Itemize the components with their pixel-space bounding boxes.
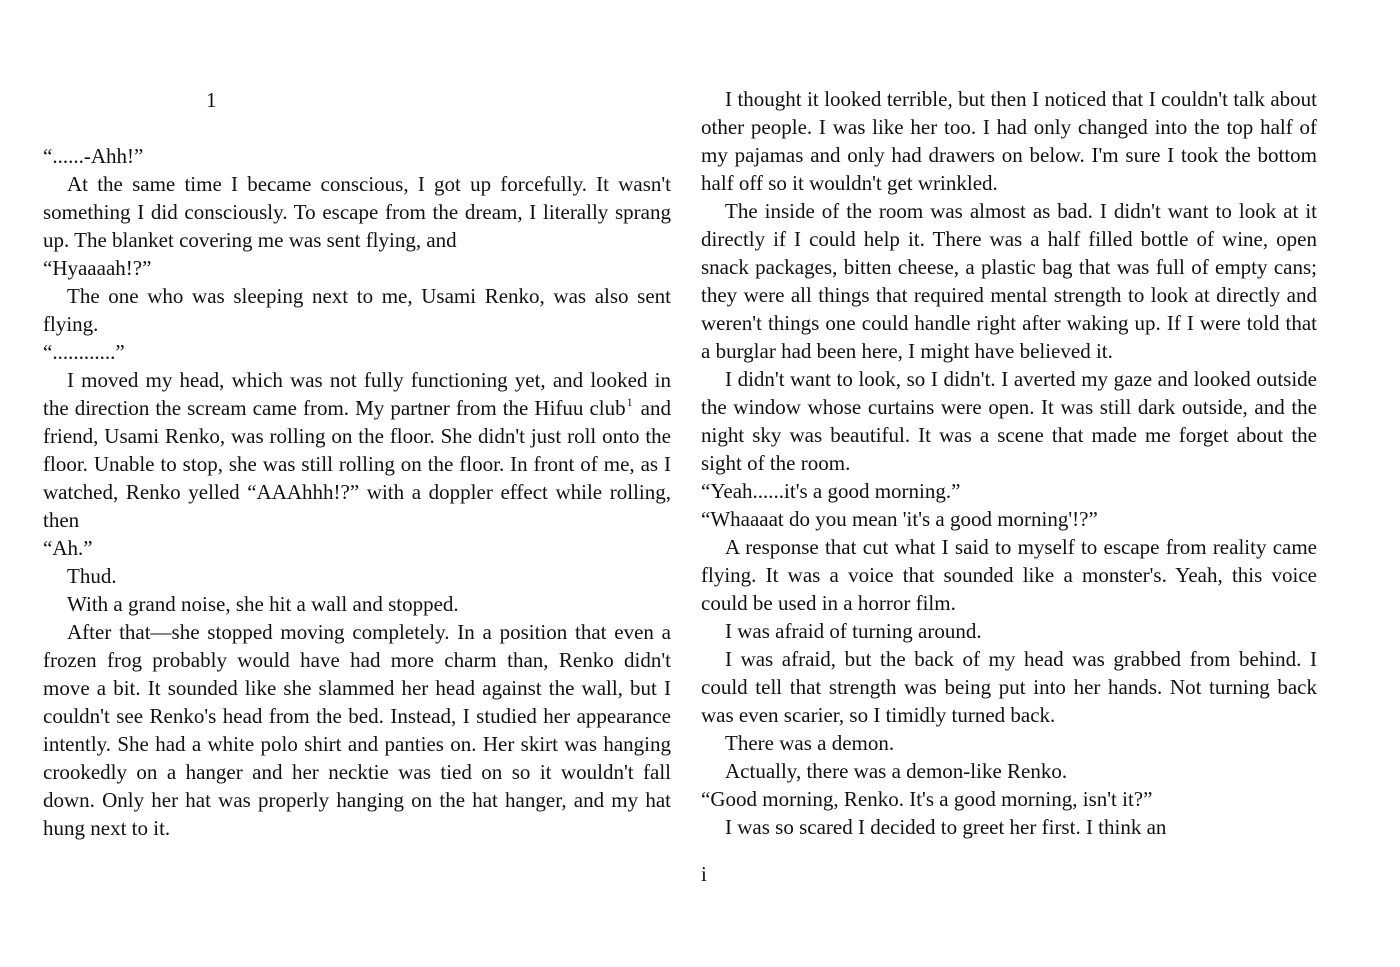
paragraph: Actually, there was a demon-like Renko. [725,759,1068,783]
paragraph-text: I moved my head, which was not fully functioning yet, and looked in the direction the scream came from. My partner from the Hifuu club [43,368,671,420]
paragraph: I was so scared I decided to greet her first. I think an [725,815,1167,839]
paragraph: “............” [43,340,125,364]
paragraph: I didn't want to look, so I didn't. I averted my gaze and looked outside the window whose curtains were open. It was still dark outside, and the night sky was beautiful. It was a scene that made me forget about the sight of the room. [701,367,1317,475]
left-page-body [43,142,671,842]
paragraph: At the same time I became conscious, I got up forcefully. It wasn't something I did consciously. To escape from the dream, I literally sprang up. The blanket covering me was sent flying, and [43,172,671,252]
paragraph: Thud. [67,564,117,588]
paragraph: I thought it looked terrible, but then I noticed that I couldn't talk about other people. I was like her too. I had only changed into the top half of my pajamas and only had drawers on below. I'm sure I took the bottom half off so it wouldn't get wrinkled. [701,87,1317,195]
paragraph: “......-Ahh!” [43,144,144,168]
paragraph: The inside of the room was almost as bad. I didn't want to look at it directly if I could help it. There was a half filled bottle of wine, open snack packages, bitten cheese, a plastic bag that was full of empty cans; they were all things that required mental strength to look at directly and weren't things one could handle right after waking up. If I were told that a burglar had been here, I might have believed it. [701,199,1317,363]
paragraph: “Good morning, Renko. It's a good morning, isn't it?” [701,787,1153,811]
paragraph: There was a demon. [725,731,895,755]
footnote-marker[interactable]: 1 [626,395,633,409]
paragraph: “Whaaaat do you mean 'it's a good morning'!?” [701,507,1098,531]
chapter-number: 1 [206,88,217,112]
paragraph: After that—she stopped moving completely. In a position that even a frozen frog probably would have had more charm than, Renko didn't move a bit. It sounded like she slammed her head against the wall, but I couldn't see Renko's head from the bed. Instead, I studied her appearance intently. She had a white polo shirt and panties on. Her skirt was hanging crookedly on a hanger and her necktie was tied on so it wouldn't fall down. Only her hat was properly hanging on the hat hanger, and my hat hung next to it. [43,620,671,840]
right-page-body [701,85,1317,841]
paragraph: I was afraid, but the back of my head was grabbed from behind. I could tell that strength was being put into her hands. Not turning back was even scarier, so I timidly turned back. [701,647,1317,727]
paragraph: With a grand noise, she hit a wall and stopped. [67,592,459,616]
paragraph: “Ah.” [43,536,93,560]
paragraph-text: and friend, Usami Renko, was rolling on the floor. She didn't just roll onto the floor. Unable to stop, she was still rolling on the floor. In front of me, as I watched, Renko yelled “AAAhhh!?” with a doppler effect while rolling, then [43,396,671,532]
paragraph: I was afraid of turning around. [725,619,982,643]
paragraph: “Yeah......it's a good morning.” [701,479,961,503]
paragraph: The one who was sleeping next to me, Usami Renko, was also sent flying. [43,284,671,336]
cut-off-next-line: i [701,862,707,886]
paragraph: A response that cut what I said to myself to escape from reality came flying. It was a voice that sounded like a monster's. Yeah, this voice could be used in a horror film. [701,535,1317,615]
paragraph-with-footnote [43,366,671,534]
paragraph: “Hyaaaah!?” [43,256,152,280]
